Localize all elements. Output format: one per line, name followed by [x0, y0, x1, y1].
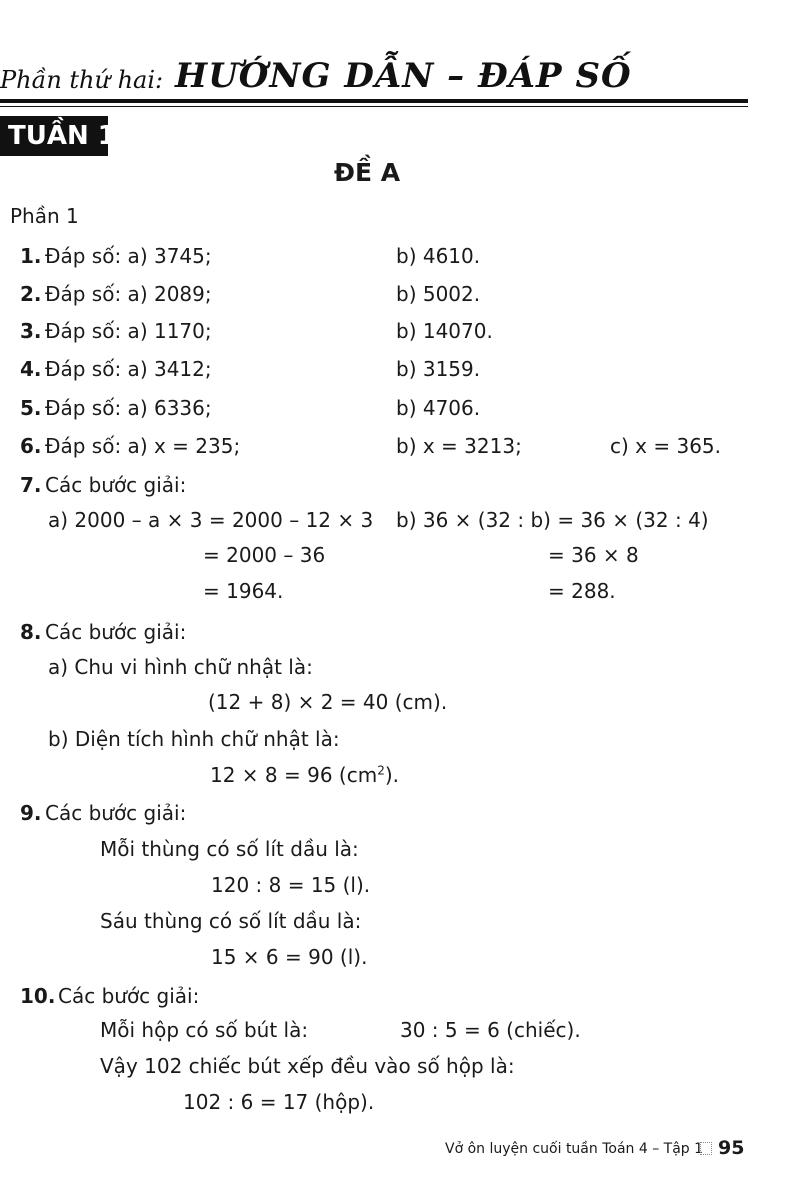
q4-answer-a: Đáp số: a) 3412; [45, 357, 212, 381]
q1-answer-a: Đáp số: a) 3745; [45, 244, 212, 268]
q2-answer-b: b) 5002. [396, 282, 481, 306]
week-badge: TUẦN 1 [0, 116, 108, 156]
q10-line2: Vậy 102 chiếc bút xếp đều vào số hộp là: [100, 1054, 515, 1078]
q10-label: Các bước giải: [58, 984, 200, 1008]
q8-b-calc-main: 12 × 8 = 96 (cm [210, 763, 378, 787]
q7-a-line2: = 2000 – 36 [203, 543, 326, 567]
q6-answer-b: b) x = 3213; [396, 434, 522, 458]
q9-line2: 120 : 8 = 15 (l). [211, 873, 371, 897]
q9-number: 9. [20, 801, 42, 825]
q7-a-line3: = 1964. [203, 579, 284, 603]
q7-b-line2: = 36 × 8 [548, 543, 639, 567]
q9-line1: Mỗi thùng có số lít dầu là: [100, 837, 359, 861]
q5-number: 5. [20, 396, 42, 420]
q8-b-calc-exponent: 2 [377, 763, 385, 778]
q7-a-line1: a) 2000 – a × 3 = 2000 – 12 × 3 [48, 508, 374, 532]
q1-number: 1. [20, 244, 42, 268]
q8-number: 8. [20, 620, 42, 644]
q7-b-line3: = 288. [548, 579, 616, 603]
q7-label: Các bước giải: [45, 473, 187, 497]
q4-answer-b: b) 3159. [396, 357, 481, 381]
q3-answer-a: Đáp số: a) 1170; [45, 319, 212, 343]
q8-b-calc [210, 763, 399, 787]
q10-line1-calc: 30 : 5 = 6 (chiếc). [400, 1018, 581, 1042]
header-rule [0, 99, 748, 103]
q1-answer-b: b) 4610. [396, 244, 481, 268]
section-prefix: Phần thứ hai: [0, 66, 164, 94]
q4-number: 4. [20, 357, 42, 381]
part-label: Phần 1 [10, 204, 79, 228]
q10-number: 10. [20, 984, 56, 1008]
q8-a-calc: (12 + 8) × 2 = 40 (cm). [208, 690, 448, 714]
page-title: HƯỚNG DẪN – ĐÁP SỐ [175, 56, 632, 96]
q10-line1: Mỗi hộp có số bút là: [100, 1018, 309, 1042]
q10-line3: 102 : 6 = 17 (hộp). [183, 1090, 375, 1114]
q6-number: 6. [20, 434, 42, 458]
q9-line3: Sáu thùng có số lít dầu là: [100, 909, 362, 933]
page-number: 95 [718, 1137, 745, 1159]
q7-number: 7. [20, 473, 42, 497]
q8-b-calc-end: ). [384, 763, 400, 787]
header-rule-thin [0, 106, 748, 107]
q3-number: 3. [20, 319, 42, 343]
footer-book-title: Vở ôn luyện cuối tuần Toán 4 – Tập 1 [445, 1141, 704, 1157]
q9-label: Các bước giải: [45, 801, 187, 825]
exam-title: ĐỀ A [334, 158, 401, 187]
q8-b-label: b) Diện tích hình chữ nhật là: [48, 727, 340, 751]
q6-answer-a: Đáp số: a) x = 235; [45, 434, 241, 458]
q5-answer-a: Đáp số: a) 6336; [45, 396, 212, 420]
q8-a-label: a) Chu vi hình chữ nhật là: [48, 655, 313, 679]
q2-number: 2. [20, 282, 42, 306]
q9-line4: 15 × 6 = 90 (l). [211, 945, 368, 969]
q8-label: Các bước giải: [45, 620, 187, 644]
q5-answer-b: b) 4706. [396, 396, 481, 420]
q7-b-line1: b) 36 × (32 : b) = 36 × (32 : 4) [396, 508, 709, 532]
q3-answer-b: b) 14070. [396, 319, 493, 343]
q6-answer-c: c) x = 365. [610, 434, 721, 458]
book-icon [700, 1142, 712, 1155]
q2-answer-a: Đáp số: a) 2089; [45, 282, 212, 306]
